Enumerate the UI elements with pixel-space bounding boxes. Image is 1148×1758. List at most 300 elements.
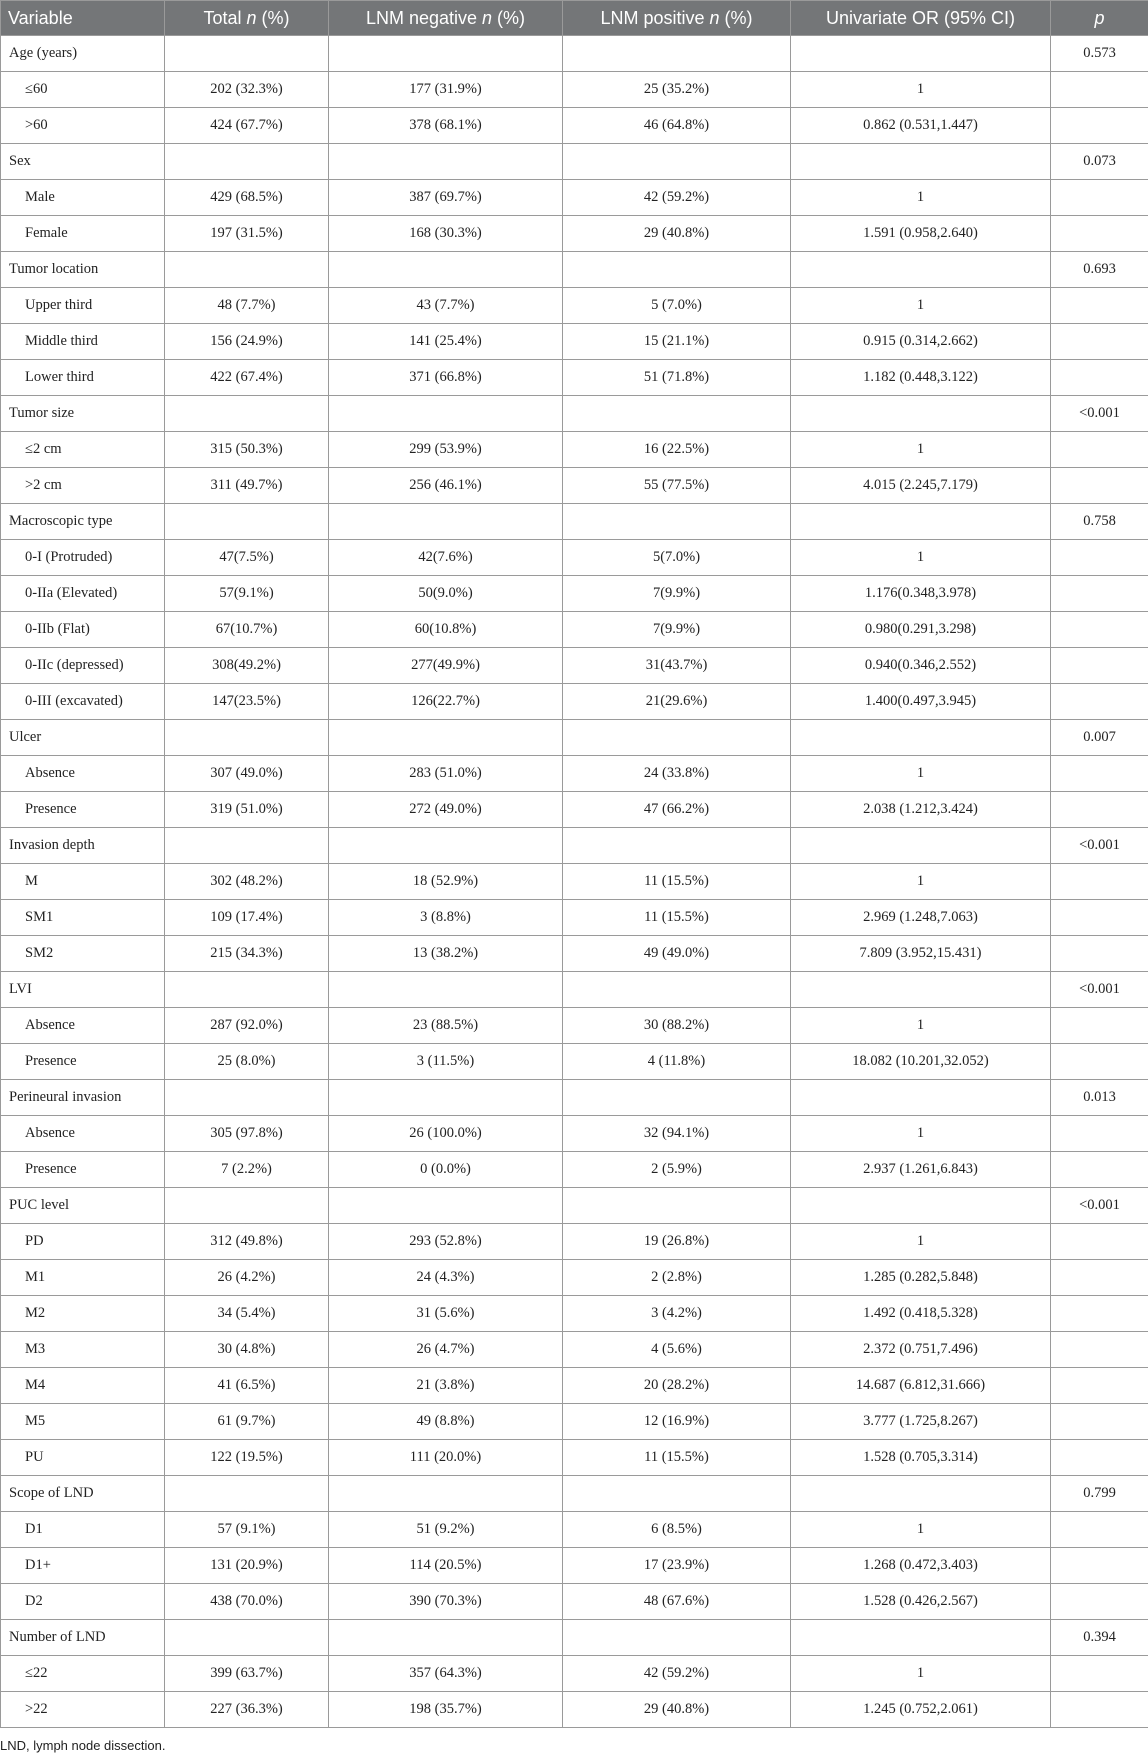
cell-p-value bbox=[1051, 108, 1148, 144]
cell-variable: >2 cm bbox=[1, 468, 165, 504]
table-row-category bbox=[1, 1620, 1148, 1656]
cell-univariate-or: 1.528 (0.705,3.314) bbox=[791, 1440, 1051, 1476]
header-pos-pct: (%) bbox=[724, 7, 753, 28]
cell-p-value bbox=[1051, 540, 1148, 576]
cell-univariate-or: 1 bbox=[791, 1656, 1051, 1692]
header-pos-n: n bbox=[709, 7, 720, 28]
cell-p-value: 0.013 bbox=[1051, 1080, 1148, 1116]
cell-lnm-negative: 111 (20.0%) bbox=[329, 1440, 563, 1476]
cell-univariate-or: 1.285 (0.282,5.848) bbox=[791, 1260, 1051, 1296]
cell-total: 424 (67.7%) bbox=[165, 108, 329, 144]
cell-total bbox=[165, 144, 329, 180]
cell-total: 422 (67.4%) bbox=[165, 360, 329, 396]
cell-univariate-or: 1.400(0.497,3.945) bbox=[791, 684, 1051, 720]
cell-lnm-positive bbox=[563, 1476, 791, 1512]
cell-lnm-positive bbox=[563, 396, 791, 432]
cell-variable: 0-I (Protruded) bbox=[1, 540, 165, 576]
cell-total: 307 (49.0%) bbox=[165, 756, 329, 792]
cell-lnm-negative: 378 (68.1%) bbox=[329, 108, 563, 144]
cell-total: 109 (17.4%) bbox=[165, 900, 329, 936]
cell-univariate-or bbox=[791, 720, 1051, 756]
cell-lnm-positive bbox=[563, 36, 791, 72]
cell-lnm-positive: 17 (23.9%) bbox=[563, 1548, 791, 1584]
cell-univariate-or bbox=[791, 828, 1051, 864]
cell-lnm-negative: 168 (30.3%) bbox=[329, 216, 563, 252]
table-row-category bbox=[1, 1188, 1148, 1224]
cell-lnm-positive: 55 (77.5%) bbox=[563, 468, 791, 504]
cell-lnm-negative: 387 (69.7%) bbox=[329, 180, 563, 216]
cell-p-value: 0.007 bbox=[1051, 720, 1148, 756]
table-row-subcategory bbox=[1, 1548, 1148, 1584]
cell-lnm-positive: 29 (40.8%) bbox=[563, 1692, 791, 1728]
table-row-subcategory bbox=[1, 1368, 1148, 1404]
cell-lnm-positive: 16 (22.5%) bbox=[563, 432, 791, 468]
cell-p-value bbox=[1051, 1152, 1148, 1188]
cell-total: 57 (9.1%) bbox=[165, 1512, 329, 1548]
cell-total: 131 (20.9%) bbox=[165, 1548, 329, 1584]
cell-univariate-or: 4.015 (2.245,7.179) bbox=[791, 468, 1051, 504]
cell-variable: 0-IIa (Elevated) bbox=[1, 576, 165, 612]
cell-variable: PUC level bbox=[1, 1188, 165, 1224]
cell-variable: LVI bbox=[1, 972, 165, 1008]
cell-variable: Scope of LND bbox=[1, 1476, 165, 1512]
table-row-category bbox=[1, 252, 1148, 288]
cell-variable: Male bbox=[1, 180, 165, 216]
cell-total: 57(9.1%) bbox=[165, 576, 329, 612]
cell-lnm-negative bbox=[329, 396, 563, 432]
cell-variable: Invasion depth bbox=[1, 828, 165, 864]
cell-lnm-positive bbox=[563, 1188, 791, 1224]
cell-lnm-negative: 42(7.6%) bbox=[329, 540, 563, 576]
cell-total: 30 (4.8%) bbox=[165, 1332, 329, 1368]
table-row-subcategory bbox=[1, 612, 1148, 648]
cell-variable: Tumor location bbox=[1, 252, 165, 288]
cell-univariate-or: 1 bbox=[791, 1116, 1051, 1152]
cell-total bbox=[165, 1476, 329, 1512]
cell-univariate-or bbox=[791, 396, 1051, 432]
cell-lnm-positive bbox=[563, 1620, 791, 1656]
cell-total bbox=[165, 252, 329, 288]
table-row-subcategory bbox=[1, 792, 1148, 828]
table-row-category bbox=[1, 144, 1148, 180]
cell-univariate-or: 2.937 (1.261,6.843) bbox=[791, 1152, 1051, 1188]
cell-variable: Perineural invasion bbox=[1, 1080, 165, 1116]
cell-lnm-negative: 299 (53.9%) bbox=[329, 432, 563, 468]
cell-total: 302 (48.2%) bbox=[165, 864, 329, 900]
cell-total bbox=[165, 1080, 329, 1116]
cell-univariate-or: 1 bbox=[791, 180, 1051, 216]
cell-p-value bbox=[1051, 360, 1148, 396]
cell-lnm-negative bbox=[329, 720, 563, 756]
table-row-subcategory bbox=[1, 1440, 1148, 1476]
cell-lnm-negative: 3 (8.8%) bbox=[329, 900, 563, 936]
table-row-subcategory bbox=[1, 756, 1148, 792]
cell-p-value bbox=[1051, 864, 1148, 900]
cell-variable: M bbox=[1, 864, 165, 900]
cell-lnm-negative bbox=[329, 972, 563, 1008]
cell-total: 305 (97.8%) bbox=[165, 1116, 329, 1152]
cell-variable: Presence bbox=[1, 1152, 165, 1188]
header-variable bbox=[1, 1, 165, 36]
cell-p-value: <0.001 bbox=[1051, 1188, 1148, 1224]
table-row-subcategory bbox=[1, 1224, 1148, 1260]
cell-variable: Absence bbox=[1, 756, 165, 792]
cell-lnm-positive bbox=[563, 720, 791, 756]
cell-variable: 0-IIb (Flat) bbox=[1, 612, 165, 648]
cell-univariate-or: 2.038 (1.212,3.424) bbox=[791, 792, 1051, 828]
cell-lnm-positive: 11 (15.5%) bbox=[563, 900, 791, 936]
cell-p-value bbox=[1051, 1548, 1148, 1584]
cell-total: 26 (4.2%) bbox=[165, 1260, 329, 1296]
cell-lnm-negative: 293 (52.8%) bbox=[329, 1224, 563, 1260]
table-row-subcategory bbox=[1, 1260, 1148, 1296]
cell-lnm-positive: 5 (7.0%) bbox=[563, 288, 791, 324]
header-neg-label: LNM negative bbox=[365, 7, 477, 28]
cell-total bbox=[165, 396, 329, 432]
header-total bbox=[165, 1, 329, 36]
cell-lnm-negative: 26 (4.7%) bbox=[329, 1332, 563, 1368]
cell-p-value bbox=[1051, 1512, 1148, 1548]
cell-variable: SM1 bbox=[1, 900, 165, 936]
table-row-subcategory bbox=[1, 1656, 1148, 1692]
table-row-subcategory bbox=[1, 72, 1148, 108]
cell-lnm-negative bbox=[329, 1620, 563, 1656]
cell-total: 41 (6.5%) bbox=[165, 1368, 329, 1404]
cell-p-value bbox=[1051, 756, 1148, 792]
cell-lnm-negative: 283 (51.0%) bbox=[329, 756, 563, 792]
cell-p-value: <0.001 bbox=[1051, 828, 1148, 864]
table-row-subcategory bbox=[1, 576, 1148, 612]
cell-lnm-negative: 49 (8.8%) bbox=[329, 1404, 563, 1440]
cell-variable: ≤22 bbox=[1, 1656, 165, 1692]
cell-p-value bbox=[1051, 1584, 1148, 1620]
header-univariate-or bbox=[791, 1, 1051, 36]
cell-univariate-or: 14.687 (6.812,31.666) bbox=[791, 1368, 1051, 1404]
cell-lnm-positive: 2 (5.9%) bbox=[563, 1152, 791, 1188]
cell-lnm-negative bbox=[329, 504, 563, 540]
cell-variable: Female bbox=[1, 216, 165, 252]
header-neg-n: n bbox=[482, 7, 493, 28]
cell-univariate-or: 1.492 (0.418,5.328) bbox=[791, 1296, 1051, 1332]
cell-lnm-negative: 272 (49.0%) bbox=[329, 792, 563, 828]
cell-p-value: <0.001 bbox=[1051, 972, 1148, 1008]
header-neg-pct: (%) bbox=[497, 7, 526, 28]
cell-p-value bbox=[1051, 1224, 1148, 1260]
table-row-category bbox=[1, 36, 1148, 72]
cell-lnm-positive: 7(9.9%) bbox=[563, 576, 791, 612]
cell-variable: D1 bbox=[1, 1512, 165, 1548]
cell-p-value bbox=[1051, 684, 1148, 720]
cell-total bbox=[165, 36, 329, 72]
cell-variable: M1 bbox=[1, 1260, 165, 1296]
table-row-subcategory bbox=[1, 1692, 1148, 1728]
cell-p-value bbox=[1051, 1692, 1148, 1728]
header-row bbox=[1, 1, 1148, 36]
cell-lnm-negative: 126(22.7%) bbox=[329, 684, 563, 720]
cell-total: 438 (70.0%) bbox=[165, 1584, 329, 1620]
cell-p-value: 0.693 bbox=[1051, 252, 1148, 288]
cell-lnm-negative: 31 (5.6%) bbox=[329, 1296, 563, 1332]
cell-p-value: 0.394 bbox=[1051, 1620, 1148, 1656]
cell-lnm-negative bbox=[329, 828, 563, 864]
cell-total: 47(7.5%) bbox=[165, 540, 329, 576]
cell-p-value bbox=[1051, 288, 1148, 324]
cell-total: 48 (7.7%) bbox=[165, 288, 329, 324]
cell-lnm-negative: 60(10.8%) bbox=[329, 612, 563, 648]
cell-lnm-positive: 30 (88.2%) bbox=[563, 1008, 791, 1044]
table-row-subcategory bbox=[1, 864, 1148, 900]
cell-p-value bbox=[1051, 216, 1148, 252]
cell-univariate-or: 1.176(0.348,3.978) bbox=[791, 576, 1051, 612]
cell-p-value bbox=[1051, 612, 1148, 648]
cell-variable: 0-IIc (depressed) bbox=[1, 648, 165, 684]
cell-lnm-positive bbox=[563, 972, 791, 1008]
cell-lnm-positive: 25 (35.2%) bbox=[563, 72, 791, 108]
cell-variable: SM2 bbox=[1, 936, 165, 972]
cell-lnm-positive: 6 (8.5%) bbox=[563, 1512, 791, 1548]
cell-lnm-positive: 12 (16.9%) bbox=[563, 1404, 791, 1440]
cell-p-value bbox=[1051, 900, 1148, 936]
header-variable-label: Variable bbox=[8, 7, 73, 28]
cell-p-value bbox=[1051, 936, 1148, 972]
cell-lnm-negative: 177 (31.9%) bbox=[329, 72, 563, 108]
cell-lnm-positive: 4 (5.6%) bbox=[563, 1332, 791, 1368]
cell-total: 147(23.5%) bbox=[165, 684, 329, 720]
cell-lnm-positive: 29 (40.8%) bbox=[563, 216, 791, 252]
table-row-subcategory bbox=[1, 1296, 1148, 1332]
cell-lnm-negative: 371 (66.8%) bbox=[329, 360, 563, 396]
cell-lnm-negative: 43 (7.7%) bbox=[329, 288, 563, 324]
cell-total: 202 (32.3%) bbox=[165, 72, 329, 108]
cell-p-value: <0.001 bbox=[1051, 396, 1148, 432]
cell-univariate-or: 7.809 (3.952,15.431) bbox=[791, 936, 1051, 972]
cell-p-value bbox=[1051, 1332, 1148, 1368]
cell-lnm-positive: 47 (66.2%) bbox=[563, 792, 791, 828]
cell-total bbox=[165, 828, 329, 864]
cell-variable: M5 bbox=[1, 1404, 165, 1440]
cell-p-value bbox=[1051, 648, 1148, 684]
cell-univariate-or bbox=[791, 1188, 1051, 1224]
cell-lnm-negative: 277(49.9%) bbox=[329, 648, 563, 684]
cell-variable: >60 bbox=[1, 108, 165, 144]
header-p-value bbox=[1051, 1, 1148, 36]
header-total-pct: (%) bbox=[261, 7, 290, 28]
cell-lnm-negative: 256 (46.1%) bbox=[329, 468, 563, 504]
table-row-subcategory bbox=[1, 1116, 1148, 1152]
cell-p-value bbox=[1051, 1260, 1148, 1296]
cell-p-value bbox=[1051, 72, 1148, 108]
cell-variable: PU bbox=[1, 1440, 165, 1476]
table-row-subcategory bbox=[1, 1404, 1148, 1440]
cell-total: 308(49.2%) bbox=[165, 648, 329, 684]
cell-p-value bbox=[1051, 1296, 1148, 1332]
cell-lnm-positive: 15 (21.1%) bbox=[563, 324, 791, 360]
table-row-category bbox=[1, 972, 1148, 1008]
table-body bbox=[1, 36, 1148, 1728]
cell-total: 315 (50.3%) bbox=[165, 432, 329, 468]
cell-lnm-positive: 21(29.6%) bbox=[563, 684, 791, 720]
cell-p-value bbox=[1051, 468, 1148, 504]
cell-variable: Number of LND bbox=[1, 1620, 165, 1656]
cell-variable: M2 bbox=[1, 1296, 165, 1332]
cell-p-value bbox=[1051, 180, 1148, 216]
cell-variable: >22 bbox=[1, 1692, 165, 1728]
cell-lnm-negative: 26 (100.0%) bbox=[329, 1116, 563, 1152]
cell-univariate-or: 1 bbox=[791, 432, 1051, 468]
cell-variable: ≤2 cm bbox=[1, 432, 165, 468]
table-footnote: LND, lymph node dissection. bbox=[0, 1738, 166, 1753]
cell-lnm-negative: 50(9.0%) bbox=[329, 576, 563, 612]
table-row-subcategory bbox=[1, 936, 1148, 972]
cell-univariate-or bbox=[791, 36, 1051, 72]
cell-total: 61 (9.7%) bbox=[165, 1404, 329, 1440]
table-row-category bbox=[1, 1476, 1148, 1512]
cell-variable: M3 bbox=[1, 1332, 165, 1368]
cell-lnm-negative bbox=[329, 1188, 563, 1224]
cell-univariate-or: 0.980(0.291,3.298) bbox=[791, 612, 1051, 648]
cell-variable: Macroscopic type bbox=[1, 504, 165, 540]
cell-total bbox=[165, 504, 329, 540]
table-row-subcategory bbox=[1, 108, 1148, 144]
cell-lnm-negative: 198 (35.7%) bbox=[329, 1692, 563, 1728]
header-total-n: n bbox=[246, 7, 257, 28]
cell-lnm-negative bbox=[329, 36, 563, 72]
cell-p-value bbox=[1051, 324, 1148, 360]
cell-lnm-positive bbox=[563, 828, 791, 864]
table-row-subcategory bbox=[1, 684, 1148, 720]
cell-univariate-or: 2.969 (1.248,7.063) bbox=[791, 900, 1051, 936]
table-row-subcategory bbox=[1, 900, 1148, 936]
cell-univariate-or: 0.862 (0.531,1.447) bbox=[791, 108, 1051, 144]
cell-lnm-positive: 4 (11.8%) bbox=[563, 1044, 791, 1080]
cell-lnm-negative: 24 (4.3%) bbox=[329, 1260, 563, 1296]
cell-lnm-positive: 11 (15.5%) bbox=[563, 864, 791, 900]
header-total-label: Total bbox=[203, 7, 242, 28]
cell-total: 227 (36.3%) bbox=[165, 1692, 329, 1728]
header-p-label: p bbox=[1094, 7, 1105, 28]
table-row-subcategory bbox=[1, 1584, 1148, 1620]
cell-variable: ≤60 bbox=[1, 72, 165, 108]
cell-lnm-positive: 51 (71.8%) bbox=[563, 360, 791, 396]
cell-lnm-positive bbox=[563, 1080, 791, 1116]
cell-p-value bbox=[1051, 1440, 1148, 1476]
cell-lnm-negative: 21 (3.8%) bbox=[329, 1368, 563, 1404]
cell-univariate-or: 0.915 (0.314,2.662) bbox=[791, 324, 1051, 360]
cell-univariate-or: 1 bbox=[791, 72, 1051, 108]
cell-total: 319 (51.0%) bbox=[165, 792, 329, 828]
table-row-subcategory bbox=[1, 180, 1148, 216]
cell-variable: Presence bbox=[1, 1044, 165, 1080]
cell-univariate-or bbox=[791, 252, 1051, 288]
table-row-subcategory bbox=[1, 1332, 1148, 1368]
cell-lnm-positive bbox=[563, 144, 791, 180]
table-row-subcategory bbox=[1, 540, 1148, 576]
cell-lnm-negative: 3 (11.5%) bbox=[329, 1044, 563, 1080]
table-row-subcategory bbox=[1, 288, 1148, 324]
cell-lnm-positive: 19 (26.8%) bbox=[563, 1224, 791, 1260]
cell-p-value bbox=[1051, 432, 1148, 468]
table-row-subcategory bbox=[1, 432, 1148, 468]
cell-variable: M4 bbox=[1, 1368, 165, 1404]
cell-total: 215 (34.3%) bbox=[165, 936, 329, 972]
cell-univariate-or: 1 bbox=[791, 756, 1051, 792]
cell-lnm-negative: 357 (64.3%) bbox=[329, 1656, 563, 1692]
cell-lnm-positive: 20 (28.2%) bbox=[563, 1368, 791, 1404]
cell-p-value bbox=[1051, 1404, 1148, 1440]
cell-variable: D1+ bbox=[1, 1548, 165, 1584]
table-row-subcategory bbox=[1, 324, 1148, 360]
cell-univariate-or: 0.940(0.346,2.552) bbox=[791, 648, 1051, 684]
cell-p-value: 0.799 bbox=[1051, 1476, 1148, 1512]
table-row-category bbox=[1, 828, 1148, 864]
cell-variable: Presence bbox=[1, 792, 165, 828]
cell-lnm-negative: 18 (52.9%) bbox=[329, 864, 563, 900]
cell-univariate-or: 1 bbox=[791, 1224, 1051, 1260]
header-pos-label: LNM positive bbox=[600, 7, 705, 28]
cell-p-value: 0.073 bbox=[1051, 144, 1148, 180]
cell-lnm-negative: 51 (9.2%) bbox=[329, 1512, 563, 1548]
header-lnm-negative bbox=[329, 1, 563, 36]
cell-univariate-or bbox=[791, 1080, 1051, 1116]
cell-variable: Sex bbox=[1, 144, 165, 180]
header-lnm-positive bbox=[563, 1, 791, 36]
cell-lnm-positive: 2 (2.8%) bbox=[563, 1260, 791, 1296]
cell-total: 287 (92.0%) bbox=[165, 1008, 329, 1044]
table-row-category bbox=[1, 504, 1148, 540]
cell-variable: Lower third bbox=[1, 360, 165, 396]
cell-variable: Upper third bbox=[1, 288, 165, 324]
cell-lnm-positive bbox=[563, 252, 791, 288]
cell-variable: D2 bbox=[1, 1584, 165, 1620]
cell-univariate-or: 1.182 (0.448,3.122) bbox=[791, 360, 1051, 396]
cell-univariate-or: 1 bbox=[791, 1512, 1051, 1548]
cell-lnm-negative: 390 (70.3%) bbox=[329, 1584, 563, 1620]
cell-univariate-or bbox=[791, 1620, 1051, 1656]
cell-variable: Ulcer bbox=[1, 720, 165, 756]
cell-lnm-positive: 46 (64.8%) bbox=[563, 108, 791, 144]
cell-univariate-or: 18.082 (10.201,32.052) bbox=[791, 1044, 1051, 1080]
cell-p-value bbox=[1051, 1368, 1148, 1404]
cell-lnm-positive: 42 (59.2%) bbox=[563, 180, 791, 216]
cell-univariate-or bbox=[791, 504, 1051, 540]
cell-univariate-or: 1.591 (0.958,2.640) bbox=[791, 216, 1051, 252]
cell-univariate-or: 3.777 (1.725,8.267) bbox=[791, 1404, 1051, 1440]
cell-lnm-positive: 7(9.9%) bbox=[563, 612, 791, 648]
cell-p-value bbox=[1051, 792, 1148, 828]
table-row-category bbox=[1, 720, 1148, 756]
cell-variable: Middle third bbox=[1, 324, 165, 360]
cell-p-value bbox=[1051, 576, 1148, 612]
cell-lnm-positive: 11 (15.5%) bbox=[563, 1440, 791, 1476]
table-row-category bbox=[1, 1080, 1148, 1116]
cell-p-value bbox=[1051, 1116, 1148, 1152]
cell-univariate-or: 1 bbox=[791, 288, 1051, 324]
cell-lnm-positive: 48 (67.6%) bbox=[563, 1584, 791, 1620]
cell-lnm-positive: 42 (59.2%) bbox=[563, 1656, 791, 1692]
cell-lnm-positive: 32 (94.1%) bbox=[563, 1116, 791, 1152]
table-row-subcategory bbox=[1, 1152, 1148, 1188]
cell-lnm-negative: 13 (38.2%) bbox=[329, 936, 563, 972]
cell-lnm-negative bbox=[329, 252, 563, 288]
cell-total: 312 (49.8%) bbox=[165, 1224, 329, 1260]
cell-p-value: 0.573 bbox=[1051, 36, 1148, 72]
cell-total bbox=[165, 972, 329, 1008]
cell-variable: PD bbox=[1, 1224, 165, 1260]
cell-lnm-positive: 5(7.0%) bbox=[563, 540, 791, 576]
cell-lnm-negative: 0 (0.0%) bbox=[329, 1152, 563, 1188]
table-row-subcategory bbox=[1, 468, 1148, 504]
cell-univariate-or: 1.268 (0.472,3.403) bbox=[791, 1548, 1051, 1584]
